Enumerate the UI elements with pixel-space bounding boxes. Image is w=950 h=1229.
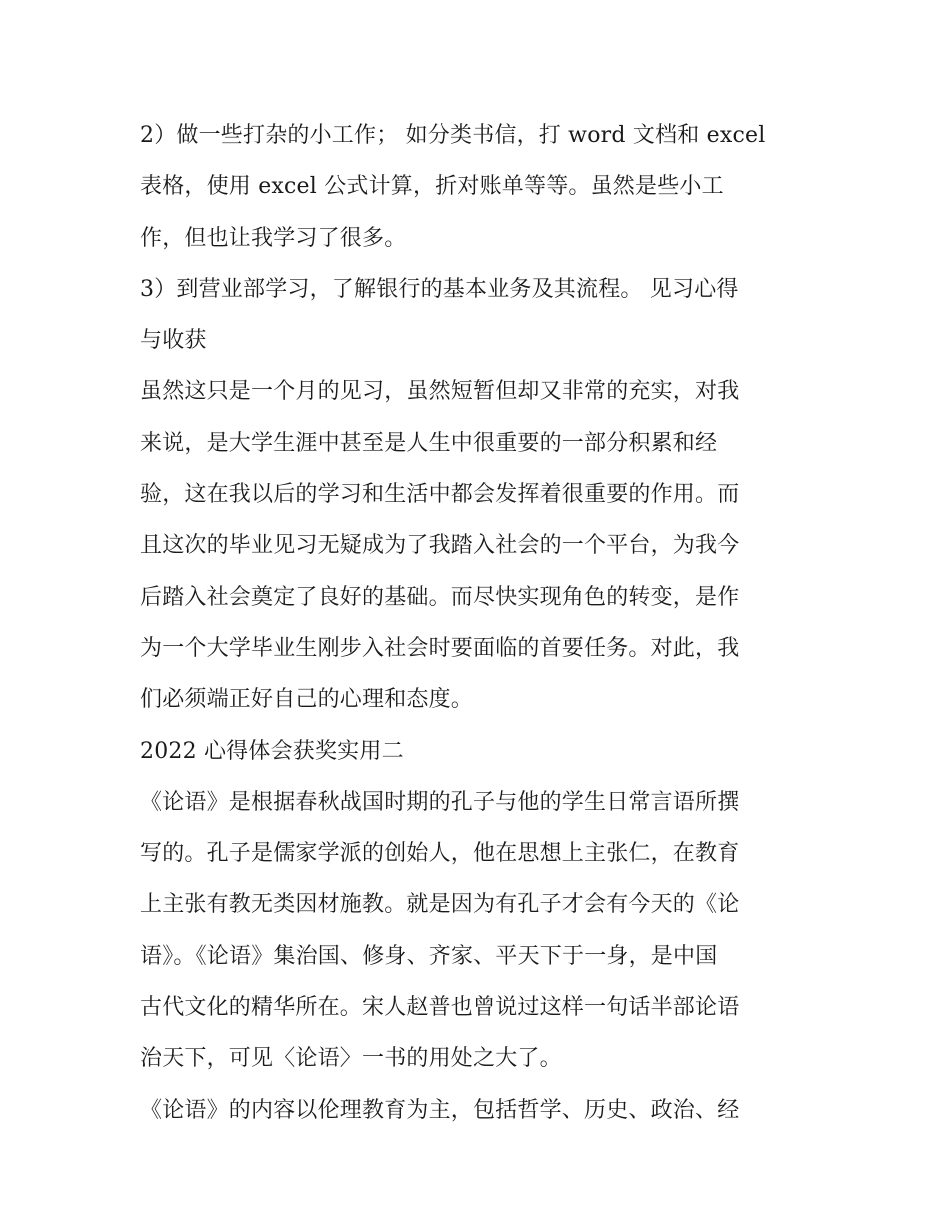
text-line: 来说，是大学生涯中甚至是人生中很重要的一部分积累和经 — [140, 430, 718, 456]
body-text — [140, 110, 820, 1136]
text-line: 为一个大学毕业生刚步入社会时要面临的首要任务。对此，我 — [140, 635, 740, 661]
text-line: 作，但也让我学习了很多。 — [140, 225, 407, 251]
text-line: 语》。《论语》集治国、修身、齐家、平天下于一身，是中国 — [140, 943, 718, 969]
section-heading: 2022 心得体会获奖实用二 — [140, 738, 404, 764]
text-line: 3）到营业部学习，了解银行的基本业务及其流程。 见习心得 — [140, 276, 739, 302]
text-line: 治天下，可见〈论语〉一书的用处之大了。 — [140, 1046, 562, 1072]
text-line: 上主张有教无类因材施教。就是因为有孔子才会有今天的《论 — [140, 892, 740, 918]
text-line: 表格，使用 excel 公式计算，折对账单等等。虽然是些小工 — [140, 174, 724, 200]
text-line: 与收获 — [140, 328, 207, 354]
text-line: 《论语》是根据春秋战国时期的孔子与他的学生日常言语所撰 — [140, 789, 740, 815]
text-line: 2）做一些打杂的小工作； 如分类书信，打 word 文档和 excel — [140, 123, 766, 148]
text-line: 写的。孔子是儒家学派的创始人，他在思想上主张仁，在教育 — [140, 841, 740, 867]
text-line: 们必须端正好自己的心理和态度。 — [140, 687, 474, 713]
text-line: 验，这在我以后的学习和生活中都会发挥着很重要的作用。而 — [140, 482, 740, 508]
text-line: 虽然这只是一个月的见习，虽然短暂但却又非常的充实，对我 — [140, 379, 740, 405]
text-line: 古代文化的精华所在。宋人赵普也曾说过这样一句话半部论语 — [140, 995, 740, 1021]
text-line: 后踏入社会奠定了良好的基础。而尽快实现角色的转变，是作 — [140, 584, 740, 610]
text-line: 《论语》的内容以伦理教育为主，包括哲学、历史、政治、经 — [140, 1097, 740, 1123]
text-line: 且这次的毕业见习无疑成为了我踏入社会的一个平台，为我今 — [140, 533, 740, 559]
